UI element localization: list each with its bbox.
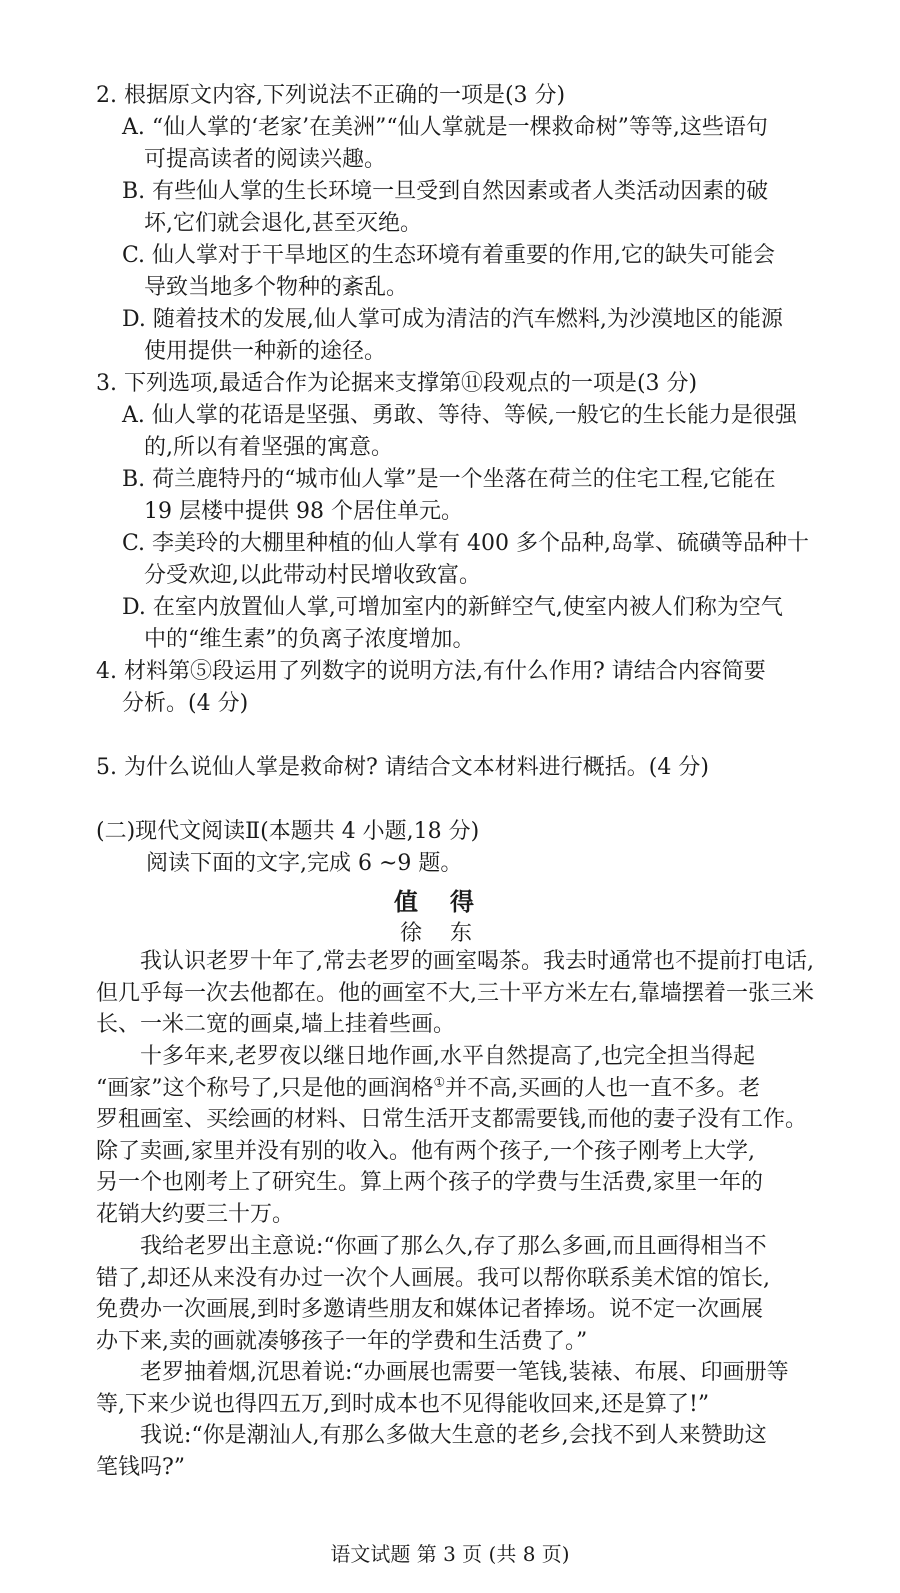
- option-line: 导致当地多个物种的紊乱。: [144, 275, 409, 300]
- question-3-option-c: [122, 528, 834, 592]
- section-heading: (二)现代文阅读Ⅱ(本题共 4 小题,18 分): [96, 819, 480, 844]
- page-footer: 语文试题 第 3 页 (共 8 页): [330, 1542, 570, 1566]
- question-2-option-b: [122, 176, 834, 240]
- question-2-option-d: [122, 304, 834, 368]
- paragraph-line: 十多年来,老罗夜以继日地作画,水平自然提高了,也完全担当得起: [140, 1044, 755, 1069]
- question-3-option-d: [122, 592, 834, 656]
- paragraph-line: [96, 1073, 836, 1105]
- paragraph-line: 等,下来少说也得四五万,到时成本也不见得能收回来,还是算了!”: [96, 1391, 710, 1417]
- article-paragraph-3: [96, 1231, 836, 1357]
- paragraph-line: 但几乎每一次去他都在。他的画室不大,三十平方米左右,靠墙摆着一张三米: [96, 980, 814, 1006]
- option-line: 坏,它们就会退化,甚至灭绝。: [144, 211, 422, 236]
- paragraph-line: 除了卖画,家里并没有别的收入。他有两个孩子,一个孩子刚考上大学,: [96, 1138, 755, 1164]
- paragraph-line: 罗租画室、买绘画的材料、日常生活开支都需要钱,而他的妻子没有工作。: [96, 1107, 807, 1132]
- question-2-option-a: [122, 112, 834, 176]
- option-line: B. 荷兰鹿特丹的“城市仙人掌”是一个坐落在荷兰的住宅工程,它能在: [122, 467, 776, 492]
- question-3-stem: 3. 下列选项,最适合作为论据来支撑第⑪段观点的一项是(3 分): [96, 371, 698, 396]
- option-line: 19 层楼中提供 98 个居住单元。: [144, 499, 463, 524]
- paragraph-line: 我给老罗出主意说:“你画了那么久,存了那么多画,而且画得相当不: [140, 1234, 767, 1259]
- paragraph-line: 长、一米二宽的画桌,墙上挂着些画。: [96, 1012, 455, 1037]
- option-line: 分受欢迎,以此带动村民增收致富。: [144, 563, 481, 588]
- paragraph-line: 笔钱吗?”: [96, 1454, 186, 1480]
- footnote-marker: ①: [433, 1075, 446, 1091]
- option-line: 使用提供一种新的途径。: [144, 339, 387, 364]
- question-3-option-a: [122, 400, 834, 464]
- paragraph-line: 办下来,卖的画就凑够孩子一年的学费和生活费了。”: [96, 1328, 588, 1354]
- article-paragraph-2: [96, 1041, 836, 1230]
- text-segment: 并不高,买画的人也一直不多。老: [445, 1075, 761, 1101]
- question-3-option-b: [122, 464, 834, 528]
- question-4-line: 分析。(4 分): [122, 691, 249, 716]
- option-line: 可提高读者的阅读兴趣。: [144, 147, 387, 172]
- article-title: 值得: [394, 887, 506, 916]
- question-4-stem: [96, 656, 836, 720]
- article-paragraph-4: [96, 1357, 836, 1420]
- option-line: A. 仙人掌的花语是坚强、勇敢、等待、等候,一般它的生长能力是很强: [122, 403, 797, 428]
- paragraph-line: 我说:“你是潮汕人,有那么多做大生意的老乡,会找不到人来赞助这: [140, 1423, 767, 1448]
- option-line: B. 有些仙人掌的生长环境一旦受到自然因素或者人类活动因素的破: [122, 179, 769, 204]
- option-line: A. “仙人掌的‘老家’在美洲”“仙人掌就是一棵救命树”等等,这些语句: [122, 115, 768, 140]
- paragraph-line: 老罗抽着烟,沉思着说:“办画展也需要一笔钱,装裱、布展、印画册等: [140, 1360, 789, 1385]
- section-instruction: 阅读下面的文字,完成 6 ~9 题。: [146, 851, 463, 876]
- option-line: D. 在室内放置仙人掌,可增加室内的新鲜空气,使室内被人们称为空气: [122, 595, 783, 620]
- question-2-stem: 2. 根据原文内容,下列说法不正确的一项是(3 分): [96, 83, 566, 108]
- question-2-option-c: [122, 240, 834, 304]
- option-line: C. 李美玲的大棚里种植的仙人掌有 400 多个品种,岛掌、硫磺等品种十: [122, 531, 810, 556]
- article-author: 徐东: [399, 921, 500, 946]
- option-line: D. 随着技术的发展,仙人掌可成为清洁的汽车燃料,为沙漠地区的能源: [122, 307, 783, 332]
- question-5-stem: 5. 为什么说仙人掌是救命树? 请结合文本材料进行概括。(4 分): [96, 755, 709, 780]
- option-line: 中的“维生素”的负离子浓度增加。: [144, 627, 475, 652]
- question-4-line: 4. 材料第⑤段运用了列数字的说明方法,有什么作用? 请结合内容简要: [96, 659, 766, 684]
- paragraph-line: 免费办一次画展,到时多邀请些朋友和媒体记者捧场。说不定一次画展: [96, 1297, 763, 1322]
- paragraph-line: 另一个也刚考上了研究生。算上两个孩子的学费与生活费,家里一年的: [96, 1170, 763, 1195]
- text-segment: “画家”这个称号了,只是他的画润格: [96, 1075, 434, 1101]
- option-line: 的,所以有着坚强的寓意。: [144, 435, 393, 460]
- article-paragraph-1: [96, 946, 836, 1041]
- paragraph-line: 错了,却还从来没有办过一次个人画展。我可以帮你联系美术馆的馆长,: [96, 1265, 770, 1291]
- paragraph-line: 我认识老罗十年了,常去老罗的画室喝茶。我去时通常也不提前打电话,: [140, 949, 814, 974]
- paragraph-line: 花销大约要三十万。: [96, 1201, 295, 1227]
- article-paragraph-5: [96, 1420, 836, 1483]
- option-line: C. 仙人掌对于干旱地区的生态环境有着重要的作用,它的缺失可能会: [122, 243, 776, 268]
